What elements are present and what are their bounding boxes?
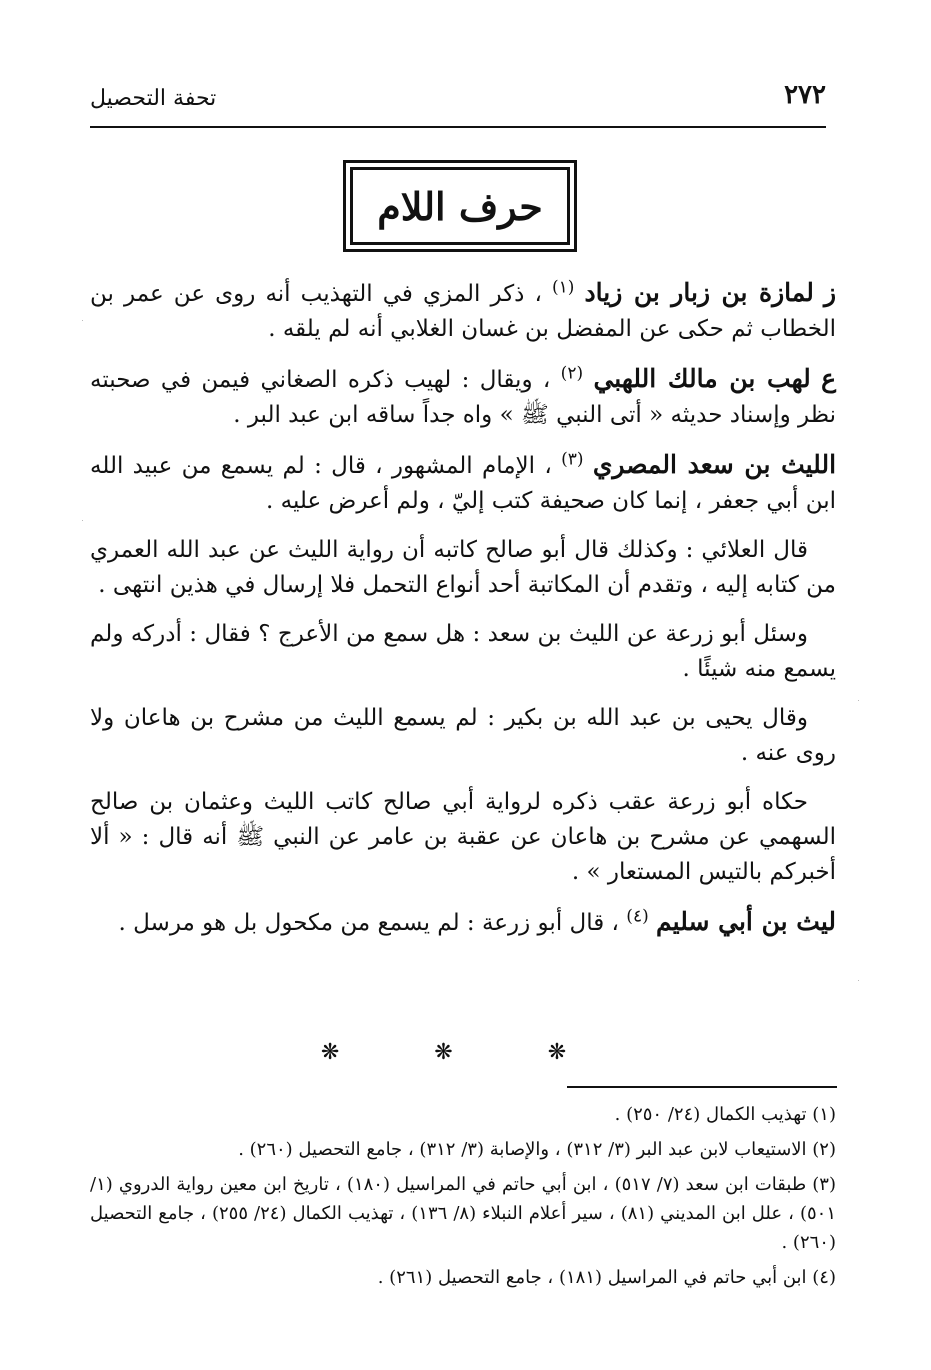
entry-name: لهب بن مالك اللهبي [593, 364, 811, 393]
running-title: تحفة التحصيل [90, 86, 217, 111]
paragraph: وسئل أبو زرعة عن الليث بن سعد : هل سمع من الأعرج ؟ فقال : أدركه ولم يسمع منه شيئًا . [90, 621, 836, 682]
scan-speck [858, 980, 859, 981]
entry-name: الليث بن سعد المصري [592, 450, 837, 479]
footnotes [90, 1100, 836, 1298]
entry-name: لمازة بن زبار بن زياد [584, 278, 814, 307]
page-header [90, 80, 826, 128]
footnote-divider [567, 1086, 837, 1088]
footnote-ref: (٣) [561, 449, 584, 470]
paragraph: وقال يحيى بن عبد الله بن بكير : لم يسمع الليث من مشرح بن هاعان ولا روى عنه . [90, 705, 836, 766]
chapter-title: حرف اللام [377, 183, 543, 229]
footnote-ref: (٢) [560, 363, 584, 384]
entry-lamaza [90, 275, 836, 347]
footnote-3: (٣) طبقات ابن سعد (٧/ ٥١٧) ، ابن أبي حاتم في المراسيل (١٨٠) ، تاريخ ابن معين رواية الدروي (١/ ٥٠١) ، علل ابن المديني (٨١) ، سير أعلام النبلاء (٨/ ١٣٦) ، تهذيب الكمال (٢٤/ ٢٥٥) ، جامع التحصيل (٢٦٠) . [90, 1174, 836, 1253]
entry-name: ليث بن أبي سليم [656, 907, 836, 936]
main-text [90, 275, 836, 955]
paragraph: حكاه أبو زرعة عقب ذكره لرواية أبي صالح كاتب الليث وعثمان بن صالح السهمي عن مشرح بن هاعان عن عقبة بن عامر عن النبي ﷺ أنه قال : « ألا أخبركم بالتيس المستعار » . [90, 789, 836, 885]
entry-text: ، ذكر المزي في التهذيب أنه روى عن عمر بن الخطاب ثم حكى عن المفضل بن غسان الغلابي أنه لم يلقه . [90, 281, 836, 342]
entry-text: ، ويقال : لهيب ذكره الصغاني فيمن في صحبته نظر وإسناد حديثه « أتى النبي ﷺ » واه جداً ساقه ابن عبد البر . [90, 367, 836, 428]
footnote-ref: (٤) [626, 906, 649, 927]
footnote-1: (١) تهذيب الكمال (٢٤/ ٢٥٠) . [614, 1104, 836, 1125]
scan-speck [858, 700, 859, 701]
entry-laith-ibn-abi-sulaym [90, 904, 836, 941]
entry-prefix: ز [823, 278, 837, 307]
scan-speck [82, 520, 83, 521]
chapter-heading-frame [343, 160, 577, 252]
section-separator: ❋ ❋ ❋ [320, 1040, 611, 1065]
entry-laith [90, 447, 836, 519]
entry-lahab [90, 361, 836, 433]
scan-speck [82, 320, 83, 321]
footnote-4: (٤) ابن أبي حاتم في المراسيل (١٨١) ، جامع التحصيل (٢٦١) . [377, 1267, 836, 1288]
page-number: ٢٧٢ [784, 80, 826, 110]
entry-prefix: ع [821, 364, 837, 393]
entry-text: ، الإمام المشهور ، قال : لم يسمع من عبيد الله ابن أبي جعفر ، إنما كان صحيفة كتب إليّ ، ولم أعرض عليه . [90, 453, 836, 514]
paragraph: قال العلائي : وكذلك قال أبو صالح كاتبه أن رواية الليث عن عبد الله العمري من كتابه إليه ، وتقدم أن المكاتبة أحد أنواع التحمل فلا إرسال في هذين انتهى . [90, 537, 836, 598]
footnote-ref: (١) [552, 277, 575, 298]
footnote-2: (٢) الاستيعاب لابن عبد البر (٣/ ٣١٢) ، والإصابة (٣/ ٣١٢) ، جامع التحصيل (٢٦٠) . [238, 1139, 836, 1160]
chapter-heading-inner-frame [350, 167, 570, 245]
entry-text: ، قال أبو زرعة : لم يسمع من مكحول بل هو مرسل . [118, 910, 619, 936]
